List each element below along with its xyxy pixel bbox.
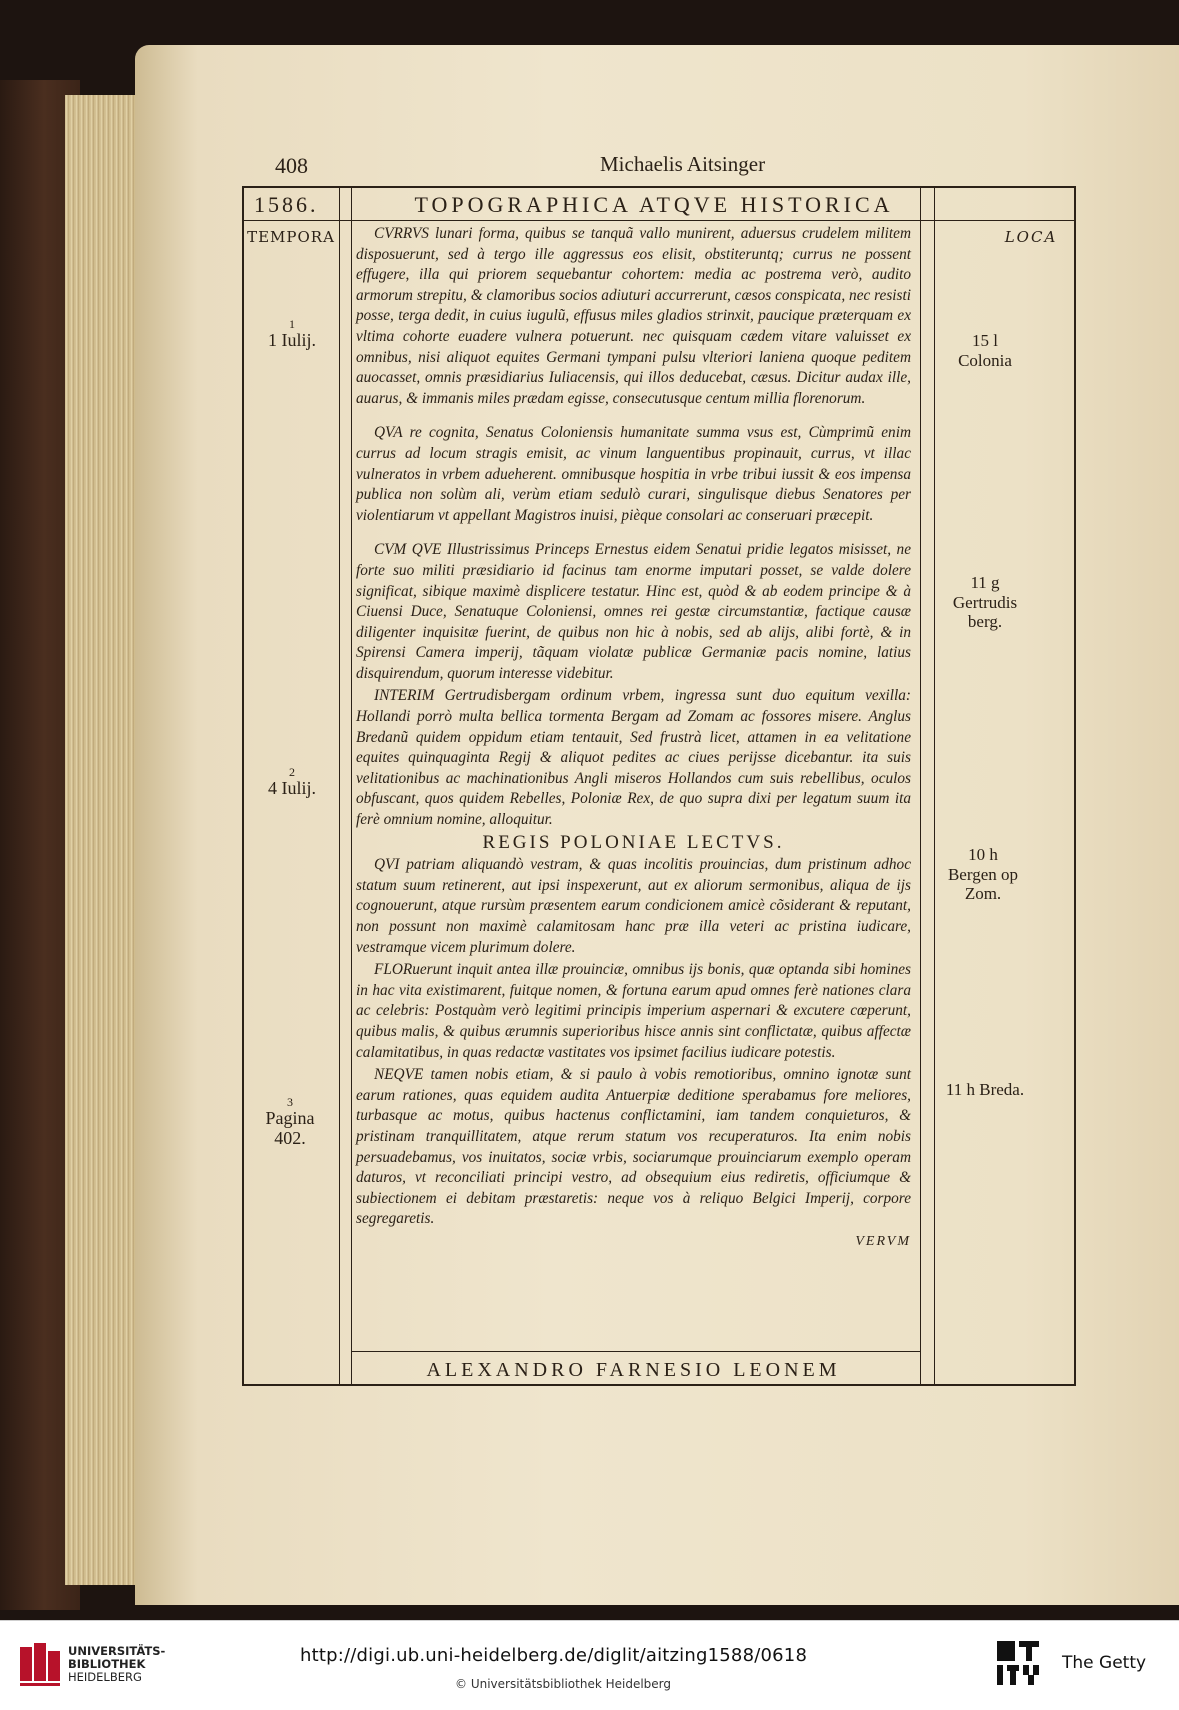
footer-title: ALEXANDRO FARNESIO LEONEM bbox=[426, 1359, 841, 1381]
catchword: VERVM bbox=[855, 1233, 911, 1249]
loca-note: 15 l Colonia bbox=[958, 331, 1012, 370]
section-heading: REGIS POLONIAE LECTVS. bbox=[482, 831, 785, 853]
rule-right-inner bbox=[920, 188, 921, 1384]
text-frame bbox=[242, 186, 1076, 1386]
loca-note: 11 g Gertrudis berg. bbox=[952, 573, 1018, 632]
paragraph: QVA re cognita, Senatus Coloniensis humanitate summa vsus est, Cùmprimũ enim currus ad locum stragis emisit, ac vinum languentibus propinauit, currus, vt illac vulneratos in vrbem adueherent. omnibusque hospitia in vrbe tribui iussit & eos impensa publica non solùm ali, verùm etiam sedulò curari, singulisque diebus Senatores per violentiarum vt appellant Magistros inuisi, pièque consolari ac conseruari præcepit. bbox=[356, 424, 911, 524]
paragraph: NEQVE tamen nobis etiam, & si paulo à vobis remotioribus, omnino ignotæ sunt earum rationes, quas equidem audita Antuerpiæ deditione sperabamus fore meliores, turbasque ac motus, quibus hactenus conflictamini, iam tandem conquieturos, & pristinam tranquillitatem, atque rerum statum vos recuperaturos. Ita enim nobis persuadebamus, vos inuitatos, sociæ vrbis, sociarumque prouinciarum exemplo operam daturos, vt reconciliati principi vestro, ad obsequium eius rediretis, officiumque & subiectionem ei debitam præstaretis: neque vos à reliquo Belgici Imperij, corpore segregaretis. bbox=[356, 1066, 911, 1228]
viewer-footer bbox=[0, 1620, 1179, 1710]
getty-logo[interactable] bbox=[995, 1639, 1041, 1687]
loca-note: 11 h Breda. bbox=[945, 1080, 1025, 1099]
paragraph: CVM QVE Illustrissimus Princeps Ernestus eidem Senatui pridie legatos misisset, ne forte suo militi præsidiario id facinus tam enorme imputari posset, se valde dolere significat, sibique maximè displicere testatur. Hinc est, quòd & ab eodem principe & à Ciuensi Duce, Senatuque Coloniensi, omnes rei gestæ circumstantiæ, factique causæ diligenter inquisitæ fuerint, de quibus non hic à nobis, sed ab alijs, alibi fortè, & in Spirensi Camera imperij, tãquam violatæ publicæ Germaniæ pacis nomine, latius disquirendum, quorum interesse videbitur. bbox=[356, 541, 911, 682]
running-head bbox=[135, 105, 1179, 178]
paragraph: FLORuerunt inquit antea illæ prouinciæ, omnibus ijs bonis, quæ optanda sibi homines in hac vita existimarent, fuitque nomen, & fortuna earum apud omnes ferè nationes clara ac celebris: Postquàm verò legitimi principis imperium aspernari & excutere cœperunt, quibus malis, & quibus ærumnis superioribus hisce annis sint conflictatæ, quibus affectæ calamitatibus, in quas redactæ vastitates vos ipsimet facilius iudicare potestis. bbox=[356, 961, 911, 1061]
section-title: TOPOGRAPHICA ATQVE HISTORICA bbox=[414, 192, 894, 217]
rule-right bbox=[934, 188, 935, 1384]
main-text bbox=[356, 224, 911, 1253]
permalink-url[interactable]: http://digi.ub.uni-heidelberg.de/diglit/aitzing1588/0618 bbox=[300, 1645, 808, 1666]
loca-label: LOCA bbox=[1004, 228, 1058, 246]
tempora-note: 3 Pagina 402. bbox=[265, 1095, 315, 1148]
year: 1586. bbox=[254, 192, 319, 217]
library-name: UNIVERSITÄTS- BIBLIOTHEK HEIDELBERG bbox=[68, 1644, 166, 1684]
page-number: 408 bbox=[275, 153, 308, 178]
rule-left-inner bbox=[351, 188, 352, 1384]
copyright-text: © Universitätsbibliothek Heidelberg bbox=[455, 1677, 672, 1691]
author-header: Michaelis Aitsinger bbox=[600, 152, 766, 176]
rule-left bbox=[339, 188, 340, 1384]
paragraph: INTERIM Gertrudisbergam ordinum vrbem, ingressa sunt duo equitum vexilla: Hollandi porrò multa bellica tormenta Bergam ad Zomam ac fossores misere. Anglus Bredanũ quidem oppidum etiam tentauit, Sed frustrà licet, attamen in ea velitatione equites quinquaginta Regij & aliquot pedites ac ciues perijsse dicebantur. ita suis velitationibus ac machinationibus Angli miseros Hollandos cum suis rebellibus, oculos obfuscant, quos quidem Rebelles, Poloniæ Rex, de quo supra dixi per legatum suum ita ferè omnium nomine, alloquitur. bbox=[356, 687, 911, 829]
rule-header bbox=[244, 220, 1074, 221]
tempora-label: TEMPORA bbox=[247, 228, 335, 246]
paragraph: QVI patriam aliquandò vestram, & quas incolitis prouincias, dum pristinum adhoc statum suum retinerent, aut ipsi inspexerunt, aut ex aliorum sermonibus, aliqua de ijs cognouerunt, atque rursùm præsentem earum condicionem amicè cõsiderant & reputant, non possunt non maximè calamitosam hanc præ illa veteri ac pristina iudicare, vestramque vicem plurimum dolere. bbox=[356, 856, 911, 956]
tempora-note: 2 4 Iulij. bbox=[268, 765, 316, 799]
tempora-note: 1 1 Iulij. bbox=[268, 317, 316, 351]
paragraph: CVRRVS lunari forma, quibus se tanquã vallo munirent, aduersus crudelem militem disposuerunt, sed à tergo ille aggressus eos elisit, obstiteruntq; currus ne possent effugere, illa qui priorem sequebantur cohortem: media ac postrema verò, audito armorum strepitu, & clamoribus socios adiuturi accurrerunt, cæsos conspicata, nec resisti posse, terga dedit, in cuius iugulũ, effusus miles gladios strinxit, paucique præterquam ex vltima cohorte euadere vulnera potuerunt. nec quisquam cædem vitare valuisset ex omnibus, nisi aliquot equites Germani tympani pulsu vlteriori laniena quoque peditem auocasset, omnis præsidiarius Iuliacensis, qui illos deducebat, cæsus. Dicitur audax ille, auarus, & immanis miles prædam egisse, consecutusque centum millia florenorum. bbox=[356, 225, 911, 407]
rule-footer bbox=[351, 1351, 921, 1352]
loca-note: 10 h Bergen op Zom. bbox=[947, 845, 1019, 904]
partner-name: The Getty bbox=[1062, 1653, 1147, 1673]
university-library-logo[interactable] bbox=[18, 1641, 62, 1687]
